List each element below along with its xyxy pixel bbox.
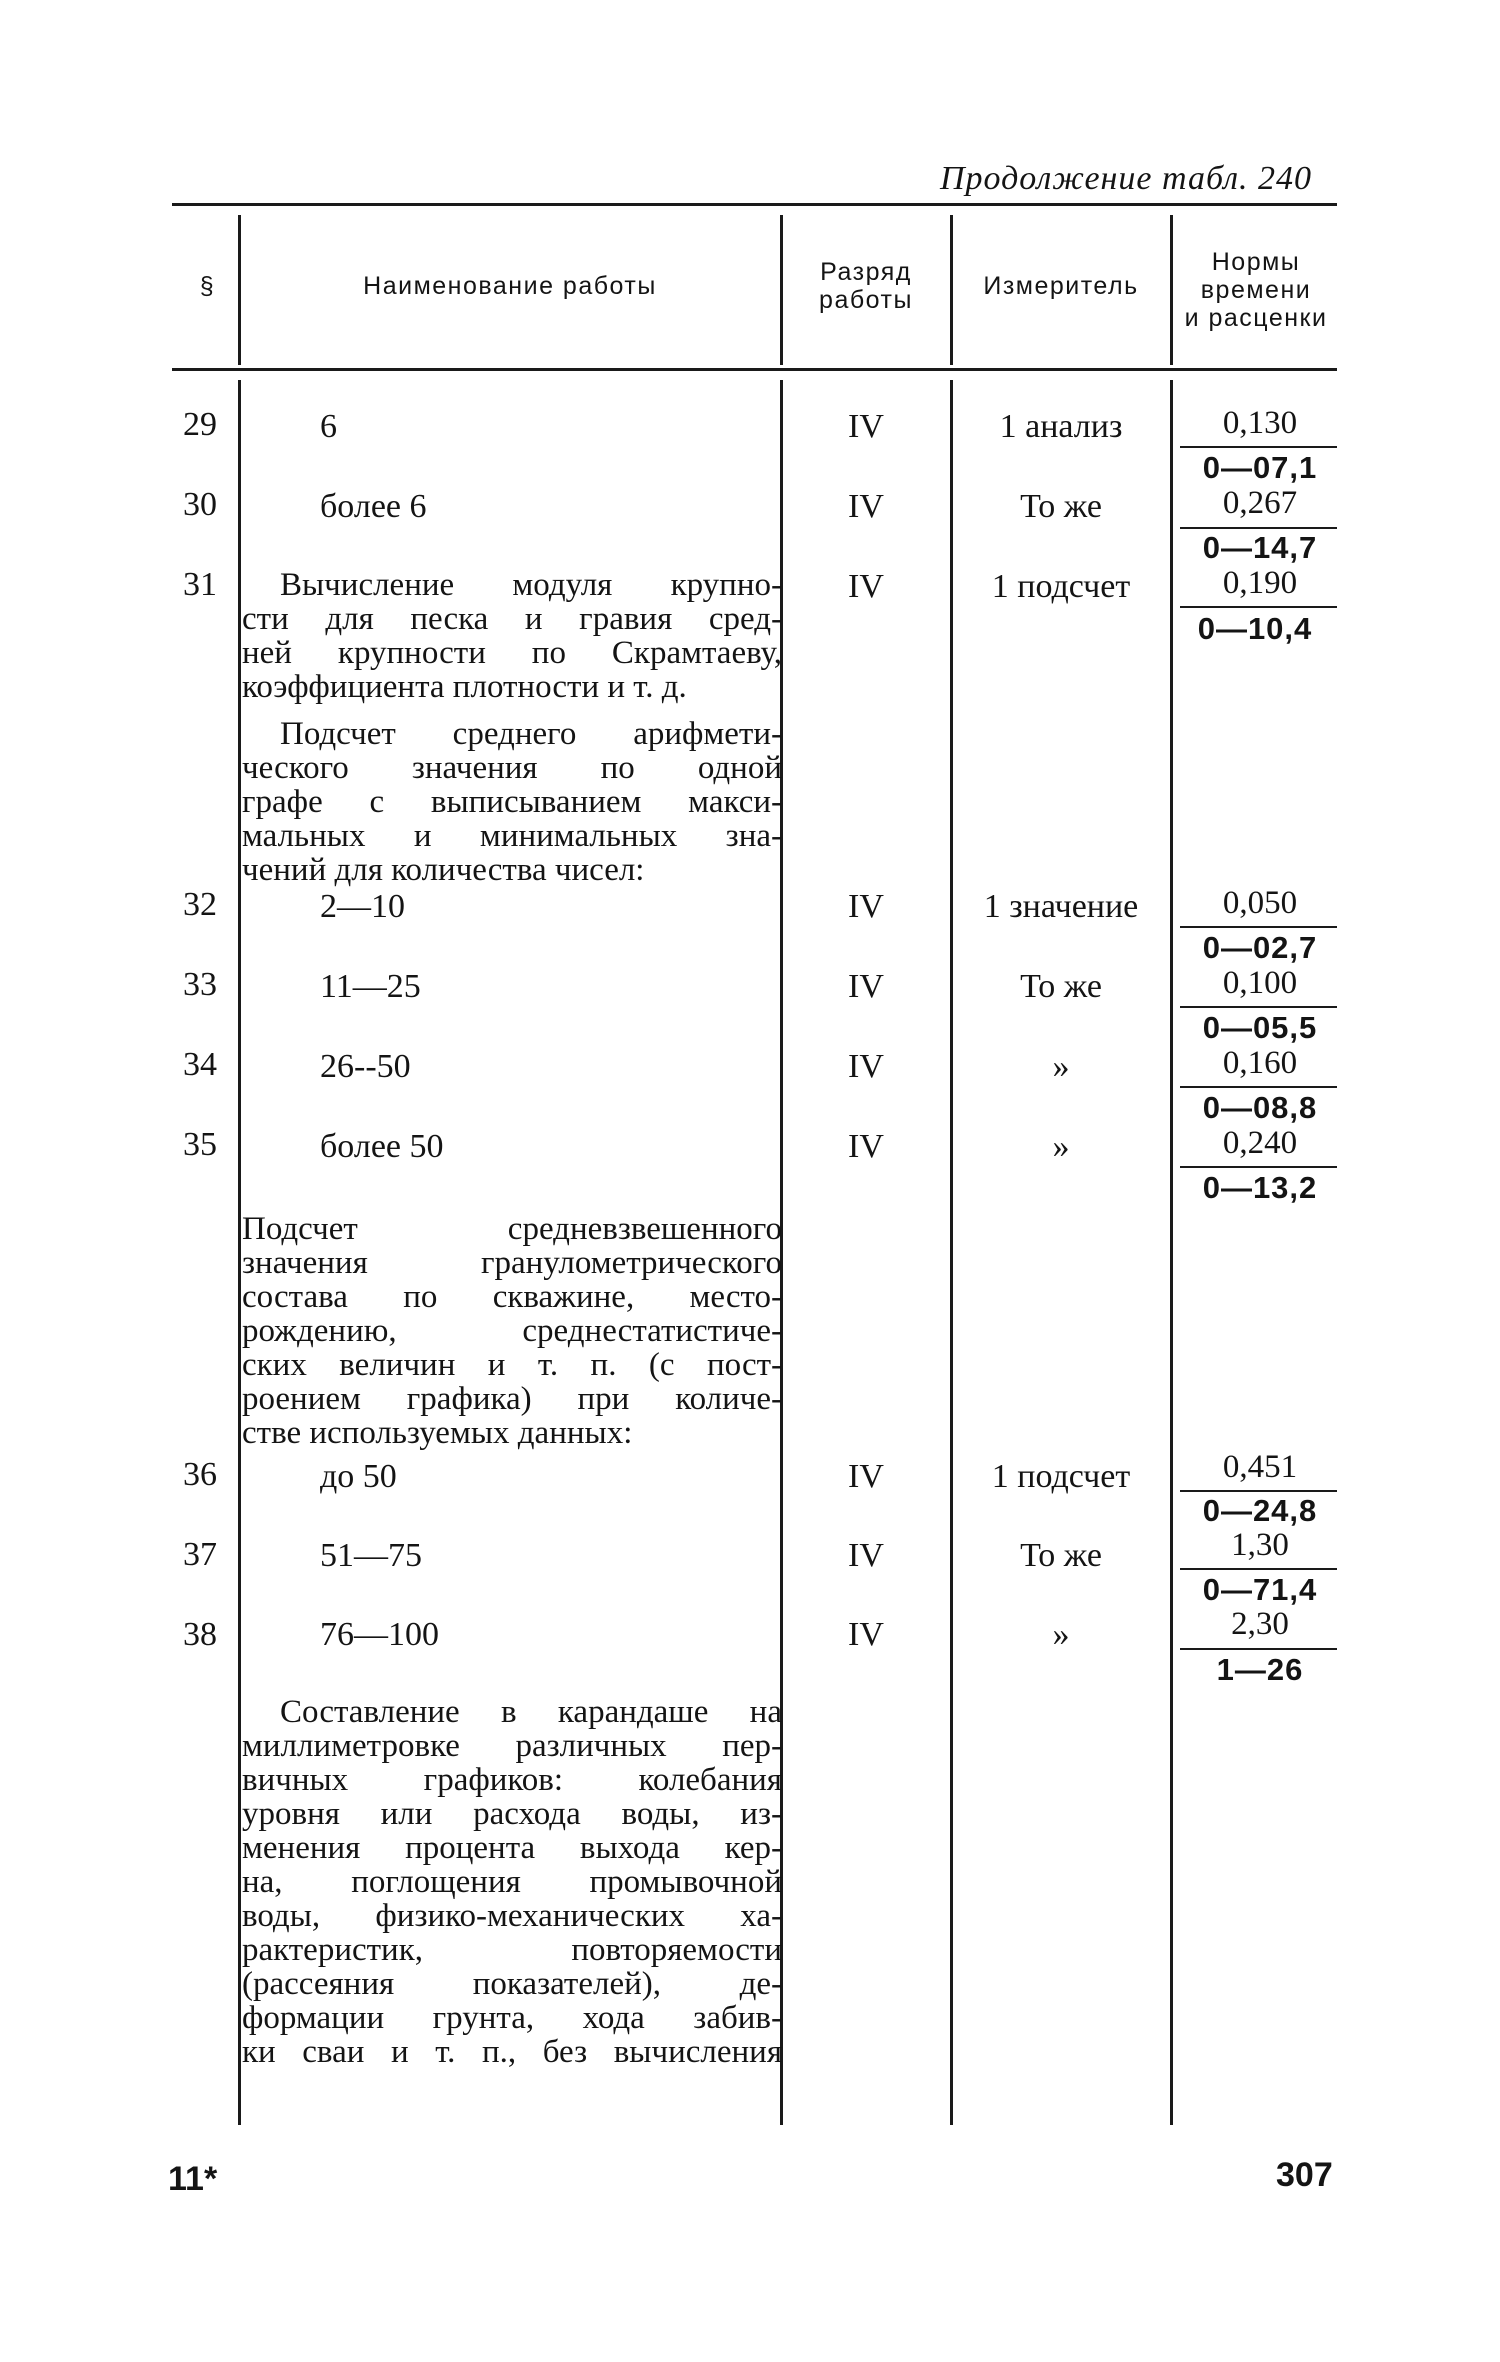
row-grade: IV bbox=[848, 408, 884, 445]
row-rate: 0—24,8 bbox=[1202, 1493, 1318, 1528]
header-unit: Измеритель bbox=[983, 272, 1139, 300]
row-grade: IV bbox=[848, 888, 884, 925]
col-rule-1 bbox=[238, 380, 241, 2125]
row-norm: 0,240 bbox=[1222, 1125, 1298, 1161]
row-grade: IV bbox=[848, 488, 884, 525]
row-grade: IV bbox=[848, 1458, 884, 1495]
fraction-bar bbox=[1180, 446, 1337, 448]
row-norm: 0,100 bbox=[1222, 965, 1298, 1001]
row-rate: 0—02,7 bbox=[1202, 930, 1318, 965]
page-number: 307 bbox=[1276, 2156, 1333, 2194]
row-number: 33 bbox=[183, 966, 217, 1003]
row-rate: 0—10,4 bbox=[1197, 611, 1313, 646]
row-unit: » bbox=[1052, 1616, 1070, 1653]
row-grade: IV bbox=[848, 1537, 884, 1574]
row-grade: IV bbox=[848, 1128, 884, 1165]
row-grade: IV bbox=[848, 1616, 884, 1653]
row-name: 76—100 bbox=[320, 1616, 439, 1653]
row-number: 36 bbox=[183, 1456, 217, 1493]
row-norm: 2,30 bbox=[1231, 1606, 1289, 1642]
col-rule-3 bbox=[950, 380, 953, 2125]
row-rate: 0—14,7 bbox=[1202, 530, 1318, 565]
header-section: § bbox=[199, 272, 216, 300]
header-grade: Разряд работы bbox=[819, 258, 913, 314]
row-rate: 0—07,1 bbox=[1202, 450, 1318, 485]
row-rate: 0—08,8 bbox=[1202, 1090, 1318, 1125]
signature-mark: 11* bbox=[168, 2160, 218, 2198]
row-norm: 0,267 bbox=[1222, 485, 1298, 521]
row-name: 11—25 bbox=[320, 968, 421, 1005]
col-rule-1-head bbox=[238, 215, 241, 365]
row-number: 35 bbox=[183, 1126, 217, 1163]
row-unit: То же bbox=[1020, 488, 1102, 525]
row-number: 37 bbox=[183, 1536, 217, 1573]
row-unit: 1 анализ bbox=[999, 408, 1123, 445]
header-norms: Нормы времени и расценки bbox=[1184, 248, 1328, 332]
section-text-graphs: Составление в карандаше на миллиметровке различных пер- вичных графиков: колебания уровня или расхода воды, из- менения процента выхода кер- на, поглощения промывочной воды, физико-механических ха- рактеристик, повторяемости (рассеяния показателей), де- формации грунта, хода забив- ки сваи и т. п., без вычисления bbox=[242, 1694, 782, 2070]
section-text-mean: Подсчет среднего арифмети- ческого значения по одной графе с выписыванием макси- мальных и минимальных зна- чений для количества чисел: bbox=[242, 716, 782, 888]
row-unit: 1 подсчет bbox=[991, 1458, 1131, 1495]
row-name: 51—75 bbox=[320, 1537, 422, 1574]
row-norm: 0,050 bbox=[1222, 885, 1298, 921]
fraction-bar bbox=[1180, 1568, 1337, 1570]
row-norm: 0,190 bbox=[1222, 565, 1298, 601]
row-grade: IV bbox=[848, 1048, 884, 1085]
fraction-bar bbox=[1180, 1648, 1337, 1650]
row-grade: IV bbox=[848, 968, 884, 1005]
row-description: Вычисление модуля крупно- сти для песка и гравия сред- ней крупности по Скрамтаеву, коэффициента плотности и т. д. bbox=[242, 567, 782, 705]
col-rule-4 bbox=[1170, 380, 1173, 2125]
section-text-weighted: Подсчет средневзвешенного значения гранулометрического состава по скважине, место- рождению, среднестатистиче- ских величин и т. п. (с пост- роением графика) при количе- стве используемых данных: bbox=[242, 1211, 782, 1451]
col-rule-4-head bbox=[1170, 215, 1173, 365]
row-norm: 0,130 bbox=[1222, 405, 1298, 441]
row-unit: То же bbox=[1020, 1537, 1102, 1574]
fraction-bar bbox=[1180, 606, 1337, 608]
row-norm: 0,451 bbox=[1222, 1449, 1298, 1485]
row-norm: 1,30 bbox=[1231, 1527, 1289, 1563]
fraction-bar bbox=[1180, 1086, 1337, 1088]
row-number: 38 bbox=[183, 1616, 217, 1653]
row-number: 32 bbox=[183, 886, 217, 923]
row-rate: 0—13,2 bbox=[1202, 1170, 1318, 1205]
row-number: 31 bbox=[183, 566, 217, 603]
fraction-bar bbox=[1180, 926, 1337, 928]
row-unit: То же bbox=[1020, 968, 1102, 1005]
fraction-bar bbox=[1180, 1166, 1337, 1168]
fraction-bar bbox=[1180, 527, 1337, 529]
row-number: 34 bbox=[183, 1046, 217, 1083]
row-rate: 1—26 bbox=[1216, 1652, 1304, 1687]
header-top-rule bbox=[172, 203, 1337, 206]
row-name: 2—10 bbox=[320, 888, 405, 925]
header-name: Наименование работы bbox=[363, 272, 657, 300]
row-name: до 50 bbox=[320, 1458, 397, 1495]
row-name: более 50 bbox=[320, 1128, 444, 1165]
table-caption: Продолжение табл. 240 bbox=[940, 160, 1313, 197]
col-rule-2-head bbox=[780, 215, 783, 365]
row-unit: 1 подсчет bbox=[991, 568, 1131, 605]
row-number: 30 bbox=[183, 486, 217, 523]
row-rate: 0—05,5 bbox=[1202, 1010, 1318, 1045]
header-bottom-rule bbox=[172, 368, 1337, 371]
row-unit: » bbox=[1052, 1048, 1070, 1085]
row-unit: 1 значение bbox=[983, 888, 1139, 925]
fraction-bar bbox=[1180, 1006, 1337, 1008]
row-name: 6 bbox=[320, 408, 337, 445]
row-grade: IV bbox=[848, 568, 884, 605]
row-norm: 0,160 bbox=[1222, 1045, 1298, 1081]
row-number: 29 bbox=[183, 406, 217, 443]
fraction-bar bbox=[1180, 1490, 1337, 1492]
row-unit: » bbox=[1052, 1128, 1070, 1165]
col-rule-3-head bbox=[950, 215, 953, 365]
row-name: 26--50 bbox=[320, 1048, 411, 1085]
row-rate: 0—71,4 bbox=[1202, 1572, 1318, 1607]
row-name: более 6 bbox=[320, 488, 427, 525]
